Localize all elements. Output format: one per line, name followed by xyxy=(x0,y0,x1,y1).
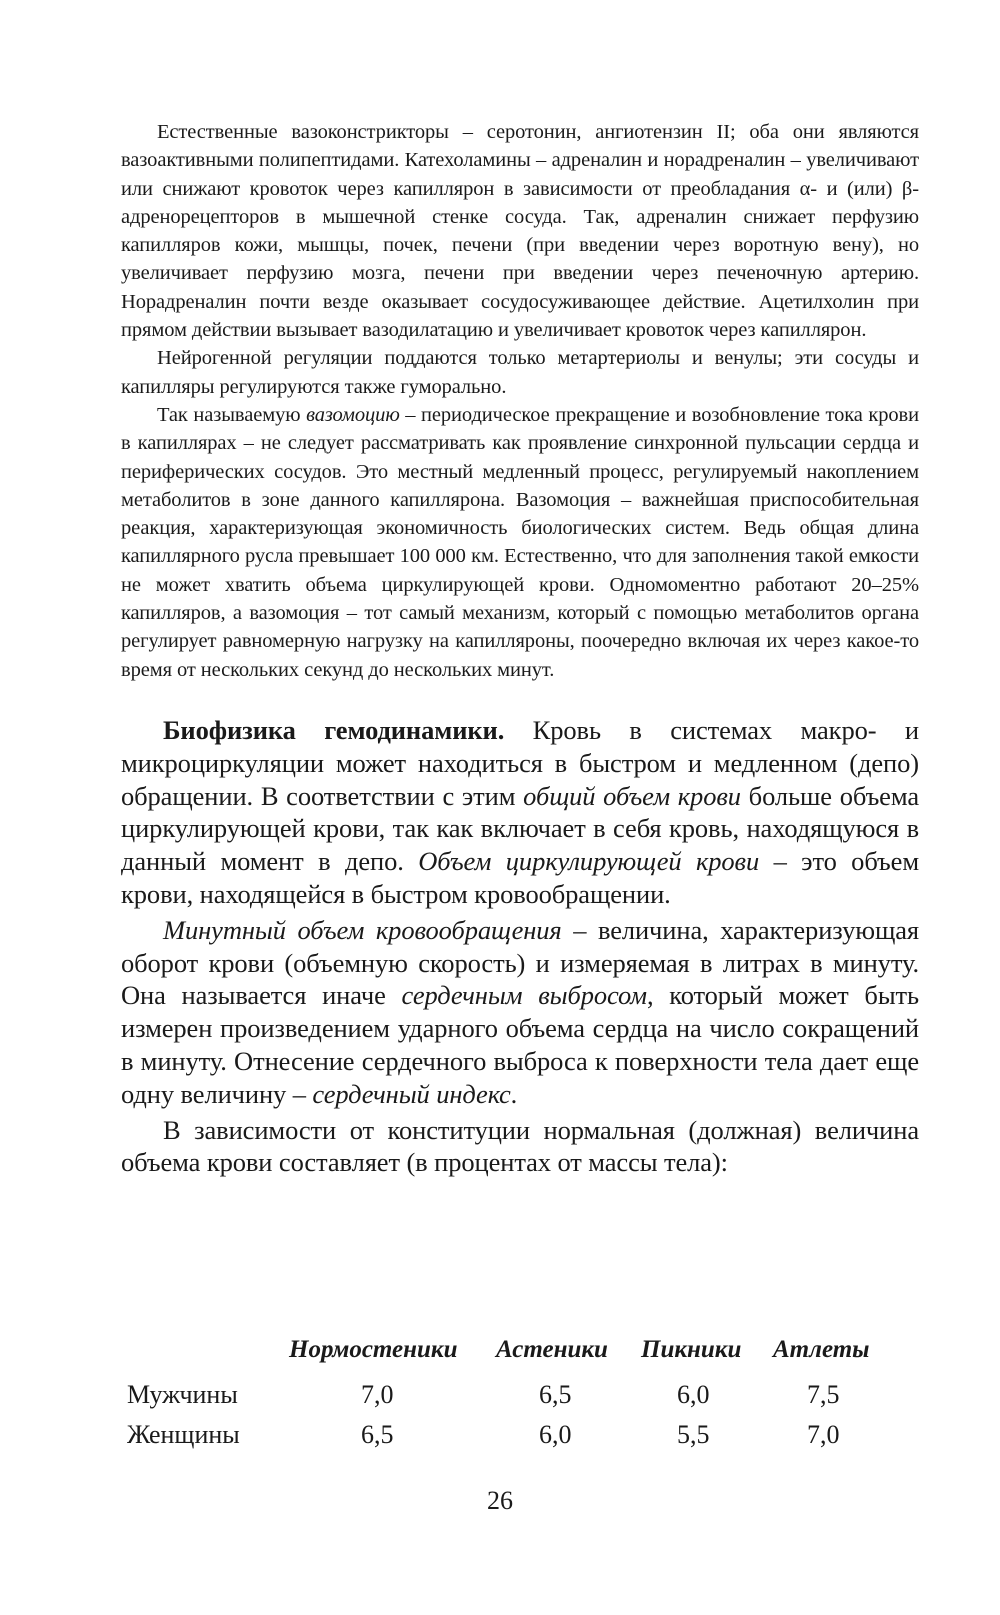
table-cell: 6,0 xyxy=(677,1380,710,1409)
table-cell: 6,5 xyxy=(361,1420,394,1449)
row-label: Женщины xyxy=(127,1420,240,1449)
table-header-row xyxy=(121,1336,891,1376)
term-total-blood-volume: общий объем крови xyxy=(523,780,741,811)
column-header: Атлеты xyxy=(773,1336,870,1363)
section-heading: Биофизика гемодинамики. xyxy=(163,714,505,745)
text-run: – периодическое прекращение и возобновление тока крови в капиллярах – не следует рассматривать как проявление синхронной пульсации сердца и периферических сосудов. Это местный медленный процесс, регулируемый накоплением метаболитов в зоне данного капиллярона. Вазомоция – важнейшая приспособительная реакция, характеризующая экономичность биологических систем. Ведь общая длина капиллярного русла превышает 100 000 км. Естественно, что для заполнения такой емкости не может хватить объема циркулирующей крови. Одномоментно работают 20–25% капилляров, а вазомоция – тот самый механизм, который с помощью метаболитов органа регулирует равномерную нагрузку на капилляроны, поочередно включая их через какое-то время от нескольких секунд до нескольких минут. xyxy=(121,403,920,681)
paragraph-vasomotion xyxy=(121,401,919,684)
term-cardiac-output: сердечным выбросом xyxy=(401,980,647,1011)
column-header: Пикники xyxy=(641,1336,742,1363)
text-run: . xyxy=(510,1078,518,1109)
text-run: больше объема циркулирующей крови, так как включает в себя кровь, находящуюся в данный момент в депо. xyxy=(121,780,919,877)
term-cardiac-index: сердечный индекс xyxy=(312,1078,511,1109)
paragraph-neurogenic-regulation: Нейрогенной регуляции поддаются только метартериолы и венулы; эти сосуды и капилляры регулируются также гуморально. xyxy=(121,347,919,398)
paragraph-hemodynamics xyxy=(121,714,919,911)
small-text-block xyxy=(121,118,919,684)
blood-volume-table xyxy=(121,1336,891,1460)
table-cell: 7,0 xyxy=(361,1380,394,1409)
paragraph-blood-volume-intro: В зависимости от конституции нормальная (должная) величина объема крови составляет (в процентах от массы тела): xyxy=(121,1114,919,1178)
row-label: Мужчины xyxy=(127,1380,238,1409)
large-text-block xyxy=(121,714,919,1179)
table-cell: 7,0 xyxy=(807,1420,840,1449)
table-row xyxy=(121,1420,891,1460)
term-circulating-blood-volume: Объем циркулирующей крови xyxy=(418,846,760,877)
text-run: – это объем крови, находящейся в быстром кровообращении. xyxy=(121,846,919,909)
page-number: 26 xyxy=(487,1486,513,1515)
text-run: , который может быть измерен произведением ударного объема сердца на число сокращений в минуту. Отнесение сердечного выброса к поверхности тела дает еще одну величину – xyxy=(121,980,919,1109)
term-minute-volume: Минутный объем кровообращения xyxy=(163,914,562,945)
table-cell: 6,5 xyxy=(539,1380,572,1409)
text-run: Кровь в системах макро- и микроциркуляции может находиться в быстром и медленном (депо) обращении. В соответствии с этим xyxy=(121,714,919,811)
text-run: Так называемую xyxy=(157,403,307,426)
page-body xyxy=(121,118,919,1179)
column-header: Нормостеники xyxy=(289,1336,458,1363)
paragraph-minute-volume xyxy=(121,914,919,1111)
table-row xyxy=(121,1380,891,1420)
text-run: – величина, характеризующая оборот крови (объемную скорость) и измеряемая в литрах в минуту. Она называется иначе xyxy=(121,914,919,1011)
table-cell: 7,5 xyxy=(807,1380,840,1409)
term-vasomotion: вазомоцию xyxy=(306,403,400,426)
column-header: Астеники xyxy=(496,1336,608,1363)
table-cell: 5,5 xyxy=(677,1420,710,1449)
table-cell: 6,0 xyxy=(539,1420,572,1449)
paragraph-vasoconstrictors: Естественные вазоконстрикторы – серотонин, ангиотензин II; оба они являются вазоактивными полипептидами. Катехоламины – адреналин и норадреналин – увеличивают или снижают кровоток через капиллярон в зависимости от преобладания α- и (или) β-адренорецепторов в мышечной стенке сосуда. Так, адреналин снижает перфузию капилляров кожи, мышцы, почек, печени (при введении через воротную вену), но увеличивает перфузию мозга, печени при введении через печеночную артерию. Норадреналин почти везде оказывает сосудосуживающее действие. Ацетилхолин при прямом действии вызывает вазодилатацию и увеличивает кровоток через капиллярон. xyxy=(121,121,919,342)
